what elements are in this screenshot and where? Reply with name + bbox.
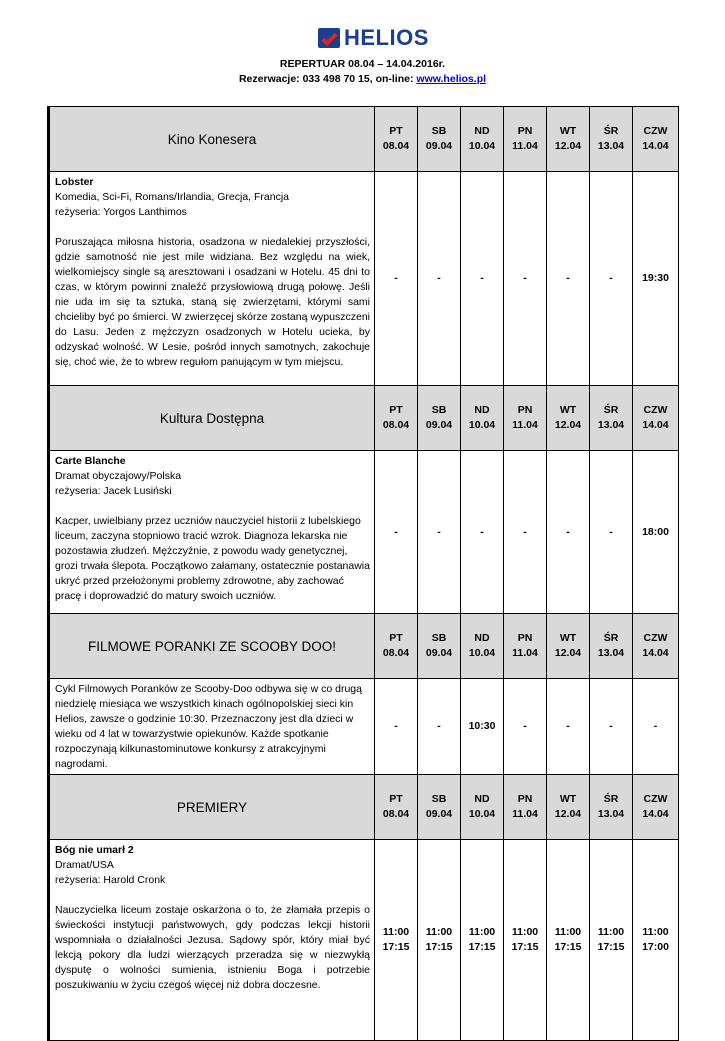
day-name: SB [431, 793, 447, 805]
showtime-cell [547, 451, 590, 614]
film-info [49, 172, 375, 386]
checkmark-icon [318, 28, 340, 48]
day-name: CZW [643, 404, 668, 416]
day-date: 09.04 [425, 647, 453, 659]
showtime: - [394, 272, 398, 284]
day-header [547, 775, 590, 840]
day-header [461, 775, 504, 840]
day-name: ND [474, 125, 490, 137]
showtime: - [653, 720, 658, 732]
day-header [375, 386, 418, 451]
day-header [547, 614, 590, 679]
day-name: WT [559, 404, 577, 416]
day-date: 14.04 [642, 140, 669, 152]
showtime: 17:00 [642, 941, 669, 953]
showtime: - [394, 525, 398, 538]
day-name: ŚR [603, 632, 619, 644]
showtime-cell [375, 679, 418, 775]
day-date: 10.04 [468, 419, 496, 431]
showtime-cell [375, 840, 418, 1041]
day-header [504, 614, 547, 679]
film-row [49, 679, 679, 775]
showtime: - [480, 272, 484, 284]
showtime: - [609, 720, 613, 732]
day-date: 09.04 [425, 808, 453, 820]
day-header [590, 775, 633, 840]
day-date: 12.04 [554, 419, 582, 431]
showtime: 11:00 [642, 926, 669, 938]
showtime: 17:15 [382, 941, 410, 953]
section-header-kino-konesera [49, 107, 679, 172]
day-date: 08.04 [382, 140, 410, 152]
showtime-cell [418, 679, 461, 775]
showtime: - [566, 720, 570, 732]
film-description: Cykl Filmowych Poranków ze Scooby-Doo odbywa się w co drugą niedzielę miesiąca we wszystkich kinach ogólnopolskiej sieci kin Helios, zawsze o godzinie 10:30. Przeznaczony jest dla dzieci w wieku od 4 lat w towarzystwie opiekunów. Każde spotkanie rozpoczynają kilkunastominutowe konkursy z atrakcyjnymi nagrodami. [55, 683, 362, 770]
day-date: 10.04 [468, 647, 496, 659]
section-title: FILMOWE PORANKI ZE SCOOBY DOO! [49, 614, 375, 679]
day-header [590, 614, 633, 679]
day-name: SB [431, 404, 447, 416]
film-director: reżyseria: Harold Cronk [55, 874, 166, 886]
day-date: 11.04 [512, 140, 538, 152]
day-date: 12.04 [554, 140, 582, 152]
showtime: 11:00 [425, 926, 453, 938]
film-info [49, 451, 375, 614]
section-header-kultura-dostepna [49, 386, 679, 451]
showtime: - [523, 720, 527, 732]
showtime: 19:30 [642, 272, 669, 284]
day-date: 10.04 [468, 140, 496, 152]
day-header [418, 614, 461, 679]
day-header [418, 107, 461, 172]
showtime: 11:00 [511, 926, 539, 938]
day-name: PT [389, 125, 403, 137]
day-header [375, 775, 418, 840]
day-header [418, 775, 461, 840]
showtime-cell [590, 840, 633, 1041]
film-description: Poruszająca miłosna historia, osadzona w niedalekiej przyszłości, gdzie samotność nie jest mile widziana. Bez względu na wiek, wielkomiejscy single są aresztowani i osadzani w Hotelu. 45 dni to czas, w którym powinni znaleźć przysłowiową drugą połowę. Jeśli nie uda im się ta sztuka, staną się zwierzętami, którymi sami chcieliby być po śmierci. W zwierzęcej skórze zostaną wypuszczeni do Lasu. Jeden z mężczyzn osadzonych w Hotelu ucieka, by odzyskać wolność. W Lesie, pośród innych samotnych, zakochuje się, choć wie, że to wbrew regułom panującym w tym miejscu. [55, 236, 370, 368]
showtime-cell [633, 840, 679, 1041]
showtime-cell [633, 172, 679, 386]
day-header [461, 107, 504, 172]
film-row [49, 840, 679, 1041]
section-title: Kultura Dostępna [49, 386, 375, 451]
showtime-cell [547, 840, 590, 1041]
day-name: PT [389, 404, 403, 416]
reservation-label: Rezerwacje: 033 498 70 15, on-line: [238, 73, 417, 85]
day-header [461, 386, 504, 451]
day-name: ŚR [603, 793, 619, 805]
day-header [547, 107, 590, 172]
showtime: - [523, 272, 527, 284]
day-date: 12.04 [554, 808, 582, 820]
day-date: 13.04 [597, 647, 625, 659]
showtime-cell [547, 679, 590, 775]
showtime: - [609, 272, 613, 284]
day-name: CZW [643, 793, 668, 805]
showtime-cell [590, 451, 633, 614]
film-description: Nauczycielka liceum zostaje oskarżona o to, że złamała przepis o świeckości instytucji państwowych, gdy podczas lekcji historii wspomniała o działalności Jezusa. Sądowy spór, który miał być lekcją pokory dla ludzi wierzących przeradza się w niezwykłą dysputę o wolności sumienia, istnieniu Boga i potrzebie poszukiwaniu w życiu czegoś więcej niż dobra doczesne. [55, 904, 370, 991]
day-header [504, 386, 547, 451]
showtime-cell [504, 451, 547, 614]
helios-logo [318, 26, 436, 50]
day-header [633, 386, 679, 451]
showtime: - [609, 525, 613, 538]
day-header [633, 614, 679, 679]
day-date: 13.04 [597, 419, 625, 431]
section-title: PREMIERY [49, 775, 375, 840]
showtime: 11:00 [554, 926, 582, 938]
showtime-cell [633, 679, 679, 775]
film-genre: Dramat obyczajowy/Polska [55, 470, 182, 482]
showtime-cell [590, 172, 633, 386]
showtime: 17:15 [597, 941, 625, 953]
showtime: 10:30 [468, 720, 496, 732]
film-description: Kacper, uwielbiany przez uczniów nauczyciel historii z lubelskiego liceum, zaczyna stopniowo tracić wzrok. Diagnoza lekarska nie pozostawia złudzeń. Mężczyźnie, z powodu wady genetycznej, grozi trwała ślepota. Początkowo załamany, ostatecznie postanawia ukryć przed przełożonymi problemy zdrowotne, aby zachować pracę i doprowadzić do matury swoich uczniów. [55, 515, 370, 602]
day-date: 09.04 [425, 419, 453, 431]
day-header [547, 386, 590, 451]
film-genre: Komedia, Sci-Fi, Romans/Irlandia, Grecja, Francja [55, 191, 289, 203]
film-row [49, 172, 679, 386]
showtime: 17:15 [554, 941, 582, 953]
showtime: - [480, 525, 484, 538]
showtime-cell [461, 172, 504, 386]
day-date: 14.04 [642, 808, 669, 820]
film-info [49, 840, 375, 1041]
day-header [461, 614, 504, 679]
day-name: PT [389, 793, 403, 805]
day-date: 11.04 [512, 808, 538, 820]
day-name: CZW [643, 632, 668, 644]
film-title: Bóg nie umarł 2 [55, 844, 134, 856]
showtime-cell [461, 679, 504, 775]
day-date: 11.04 [512, 419, 538, 431]
day-header [418, 386, 461, 451]
day-date: 08.04 [382, 808, 410, 820]
section-header-filmowe-poranki-ze-scooby-doo [49, 614, 679, 679]
day-name: PN [517, 125, 533, 137]
day-name: SB [431, 632, 447, 644]
showtime-cell [418, 451, 461, 614]
showtime: - [566, 525, 570, 538]
day-name: SB [431, 125, 447, 137]
brand-name: HELIOS [344, 25, 429, 50]
day-header [375, 614, 418, 679]
showtime: - [566, 272, 570, 284]
showtime: 11:00 [597, 926, 625, 938]
film-director: reżyseria: Jacek Lusiński [55, 485, 172, 497]
day-header [590, 107, 633, 172]
website-link[interactable]: www.helios.pl [416, 73, 487, 85]
film-title: Carte Blanche [55, 455, 126, 467]
film-row [49, 451, 679, 614]
repertoire-body [49, 107, 679, 1041]
day-header [504, 107, 547, 172]
showtime: - [394, 720, 398, 732]
showtime-cell [461, 840, 504, 1041]
film-title: Lobster [55, 176, 94, 188]
showtime-cell [418, 172, 461, 386]
day-name: PN [517, 793, 533, 805]
showtime-cell [461, 451, 504, 614]
showtime: - [523, 525, 527, 538]
day-header [375, 107, 418, 172]
film-director: reżyseria: Yorgos Lanthimos [55, 206, 187, 218]
section-header-premiery [49, 775, 679, 840]
showtime: 17:15 [425, 941, 453, 953]
showtime: 18:00 [642, 525, 669, 538]
day-name: ND [474, 632, 490, 644]
showtime: - [437, 720, 441, 732]
repertoire-dates: REPERTUAR 08.04 – 14.04.2016r. [279, 58, 446, 70]
day-date: 11.04 [512, 647, 538, 659]
showtime-cell [418, 840, 461, 1041]
showtime-cell [375, 451, 418, 614]
showtime: 11:00 [382, 926, 410, 938]
day-name: ŚR [603, 125, 619, 137]
day-header [590, 386, 633, 451]
day-name: ND [474, 793, 490, 805]
showtime-cell [504, 679, 547, 775]
day-name: WT [559, 793, 577, 805]
day-header [633, 775, 679, 840]
repertoire-table [47, 106, 679, 1041]
showtime: 11:00 [468, 926, 496, 938]
reservation-line [0, 73, 725, 85]
section-title: Kino Konesera [49, 107, 375, 172]
day-date: 09.04 [425, 140, 453, 152]
day-name: PT [389, 632, 403, 644]
day-header [504, 775, 547, 840]
day-name: WT [559, 125, 577, 137]
day-date: 10.04 [468, 808, 496, 820]
showtime: - [437, 272, 441, 284]
day-name: ŚR [603, 404, 619, 416]
day-name: PN [517, 632, 533, 644]
day-date: 13.04 [597, 140, 625, 152]
day-date: 08.04 [382, 647, 410, 659]
day-date: 13.04 [597, 808, 625, 820]
film-genre: Dramat/USA [55, 859, 114, 871]
showtime-cell [547, 172, 590, 386]
showtime-cell [590, 679, 633, 775]
day-name: ND [474, 404, 490, 416]
day-date: 12.04 [554, 647, 582, 659]
showtime-cell [504, 840, 547, 1041]
showtime-cell [504, 172, 547, 386]
day-name: WT [559, 632, 577, 644]
day-date: 14.04 [642, 419, 669, 431]
showtime: 17:15 [468, 941, 496, 953]
showtime: - [437, 525, 441, 538]
showtime-cell [633, 451, 679, 614]
film-info [49, 679, 375, 775]
day-date: 08.04 [382, 419, 410, 431]
showtime: 17:15 [511, 941, 539, 953]
day-name: CZW [643, 125, 668, 137]
showtime-cell [375, 172, 418, 386]
day-date: 14.04 [642, 647, 669, 659]
day-header [633, 107, 679, 172]
day-name: PN [517, 404, 533, 416]
